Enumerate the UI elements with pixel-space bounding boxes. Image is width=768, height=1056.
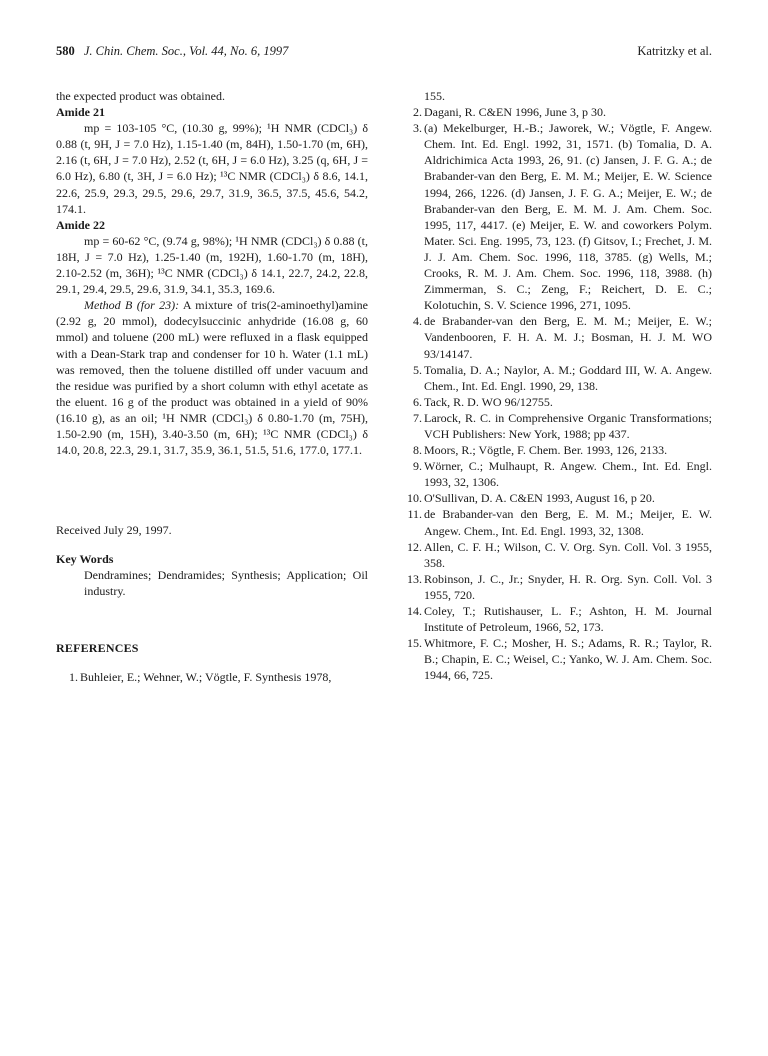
reference-item [400, 120, 712, 313]
reference-number: 8. [413, 443, 422, 458]
reference-number: 6. [413, 394, 422, 409]
reference-number: 9. [413, 459, 422, 474]
reference-number: 15. [407, 636, 422, 651]
method-b-paragraph [56, 297, 368, 458]
amide-21-heading: Amide 21 [56, 105, 105, 120]
reference-number: 13. [407, 571, 422, 586]
received-date: Received July 29, 1997. [56, 523, 172, 538]
reference-number: 5. [413, 362, 422, 377]
amide-21-data: mp = 103-105 °C, (10.30 g, 99%); ¹H NMR (CDCl₃) δ 0.88 (t, 9H, J = 7.0 Hz), 1.15-1.40 (m, 84H), 1.50-1.70 (m, 6H), 2.16 (t, 6H, J = 7.0 Hz), 2.52 (t, 6H, J = 6.0 Hz), 3.25 (q, 6H, J = 6.0 Hz), 6.80 (t, 3H, J = 6.0 Hz); ¹³C NMR (CDCl₃) δ 8.6, 14.1, 22.6, 25.9, 29.3, 29.5, 29.6, 29.7, 31.9, 36.5, 37.5, 45.6, 54.2, 174.1. [56, 121, 368, 216]
reference-item [400, 458, 712, 490]
amide-22-heading: Amide 22 [56, 217, 105, 232]
page-header [56, 44, 712, 62]
method-b-body: A mixture of tris(2-aminoethyl)amine (2.92 g, 20 mmol), dodecylsuccinic anhydride (16.08 g, 60 mmol) and toluene (200 mL) were refluxed in a flask equipped with a Dean-Stark trap and condenser for 10 h. Water (1.1 mL) was removed, then the toluene distilled off under vacuum and the residue was purified by a short column with ethyl acetate as the eluent. 16 g of the product was obtained in a yield of 90% (16.10 g), as an oil; ¹H NMR (CDCl₃) δ 0.80-1.70 (m, 75H), 1.50-2.90 (m, 15H), 3.40-3.50 (m, 6H); ¹³C NMR (CDCl₃) δ 14.0, 20.8, 22.3, 29.1, 31.7, 35.9, 36.1, 51.5, 51.6, 177.0, 177.1. [56, 298, 368, 458]
key-words-list: Dendramines; Dendramides; Synthesis; Application; Oil industry. [84, 568, 368, 599]
reference-number: 12. [407, 539, 422, 554]
reference-number: 2. [413, 105, 422, 120]
reference-number: 14. [407, 604, 422, 618]
right-column [400, 88, 712, 683]
reference-text: Coley, T.; Rutishauser, L. F.; Ashton, H. M. Journal Institute of Petroleum, 1966, 52, 173. [424, 604, 712, 635]
reference-number: 3. [413, 121, 422, 136]
reference-item [400, 490, 712, 506]
reference-text: Moors, R.; Vögtle, F. Chem. Ber. 1993, 126, 2133. [424, 443, 668, 458]
references-heading: REFERENCES [56, 640, 139, 655]
reference-text: Allen, C. F. H.; Wilson, C. V. Org. Syn. Coll. Vol. 3 1955, 358. [424, 539, 712, 570]
reference-number: 7. [413, 410, 422, 425]
reference-item [400, 506, 712, 538]
reference-item [400, 539, 712, 571]
reference-text: O'Sullivan, D. A. C&EN 1993, August 16, p 20. [424, 491, 655, 506]
reference-text: (a) Mekelburger, H.-B.; Jaworek, W.; Vögtle, F. Angew. Chem. Int. Ed. Engl. 1992, 31, 1571. (b) Tomalia, D. A. Aldrichimica Acta 1993, 26, 91. (c) Jansen, J. F. G. A.; de Brabander-van den Berg, E. M. M.; Meijer, E. W. Science 1994, 266, 1226. (d) Jansen, J. F. G. A.; Meijer, E. W.; de Brabander-van den Berg, E. M. M. J. Am. Chem. Soc. 1995, 117, 4417. (e) Meijer, E. W. and coworkers Polym. Mater. Sci. Eng. 1995, 73, 123. (f) Gitsov, I.; Frechet, J. M. J. J. Am. Chem. Soc. 1996, 118, 3785. (g) Wells, M.; Crooks, R. M. J. Am. Chem. Soc. 1996, 118, 3988. (h) Zimmerman, S. C.; Zeng, F.; Reichert, D. E. C.; Kolotuchin, S. V. Science 1996, 271, 1095. [424, 121, 712, 313]
method-b-label: Method B (for 23): [84, 298, 180, 313]
reference-item [400, 635, 712, 683]
reference-number: 11. [407, 507, 422, 522]
reference-number: 1. [69, 669, 78, 684]
amide-22-data: mp = 60-62 °C, (9.74 g, 98%); ¹H NMR (CDCl₃) δ 0.88 (t, 18H, J = 7.0 Hz), 1.25-1.40 (m, 192H), 1.60-1.70 (m, 18H), 2.10-2.52 (m, 36H); ¹³C NMR (CDCl₃) δ 14.1, 22.7, 24.2, 22.8, 29.1, 29.4, 29.5, 29.6, 31.9, 34.1, 35.3, 169.6. [56, 233, 368, 297]
journal-citation: J. Chin. Chem. Soc., Vol. 44, No. 6, 1997 [83, 44, 289, 58]
header-left [56, 44, 288, 59]
reference-text: Larock, R. C. in Comprehensive Organic Transformations; VCH Publishers: New York, 1988; pp 437. [424, 410, 712, 441]
reference-number: 10. [407, 491, 422, 506]
reference-text: Buhleier, E.; Wehner, W.; Vögtle, F. Synthesis 1978, [80, 669, 332, 684]
reference-text: Tomalia, D. A.; Naylor, A. M.; Goddard III, W. A. Angew. Chem., Int. Ed. Engl. 1990, 29, 138. [424, 362, 712, 393]
reference-text: de Brabander-van den Berg, E. M. M.; Meijer, E. W.; Vandenbooren, F. H. A. M. J.; Bosman, H. J. M. WO 93/14147. [424, 314, 712, 361]
reference-item [56, 669, 368, 685]
reference-item [400, 104, 712, 120]
reference-text: Robinson, J. C., Jr.; Snyder, H. R. Org. Syn. Coll. Vol. 3 1955, 720. [424, 571, 712, 602]
left-column [56, 88, 368, 685]
reference-text: 155. [424, 89, 445, 103]
reference-item [400, 394, 712, 410]
reference-item [400, 571, 712, 603]
reference-item [400, 410, 712, 442]
reference-text: Whitmore, F. C.; Mosher, H. S.; Adams, R. R.; Taylor, R. B.; Chapin, E. C.; Weisel, C.; Yanko, W. J. Am. Chem. Soc. 1944, 66, 725. [424, 636, 712, 683]
reference-number: 4. [413, 314, 422, 329]
reference-text: Wörner, C.; Mulhaupt, R. Angew. Chem., Int. Ed. Engl. 1993, 32, 1306. [424, 459, 712, 490]
reference-continuation [400, 88, 712, 104]
reference-item [400, 442, 712, 458]
reference-text: Dagani, R. C&EN 1996, June 3, p 30. [424, 105, 606, 120]
page-number: 580 [56, 44, 75, 58]
reference-text: de Brabander-van den Berg, E. M. M.; Meijer, E. W. Angew. Chem., Int. Ed. Engl. 1993, 32, 1308. [424, 507, 712, 538]
reference-text: Tack, R. D. WO 96/12755. [424, 394, 553, 409]
intro-line: the expected product was obtained. [56, 89, 225, 103]
reference-item [400, 362, 712, 394]
reference-item [400, 603, 712, 635]
reference-item [400, 313, 712, 361]
key-words-heading: Key Words [56, 552, 114, 567]
running-authors: Katritzky et al. [637, 44, 712, 58]
